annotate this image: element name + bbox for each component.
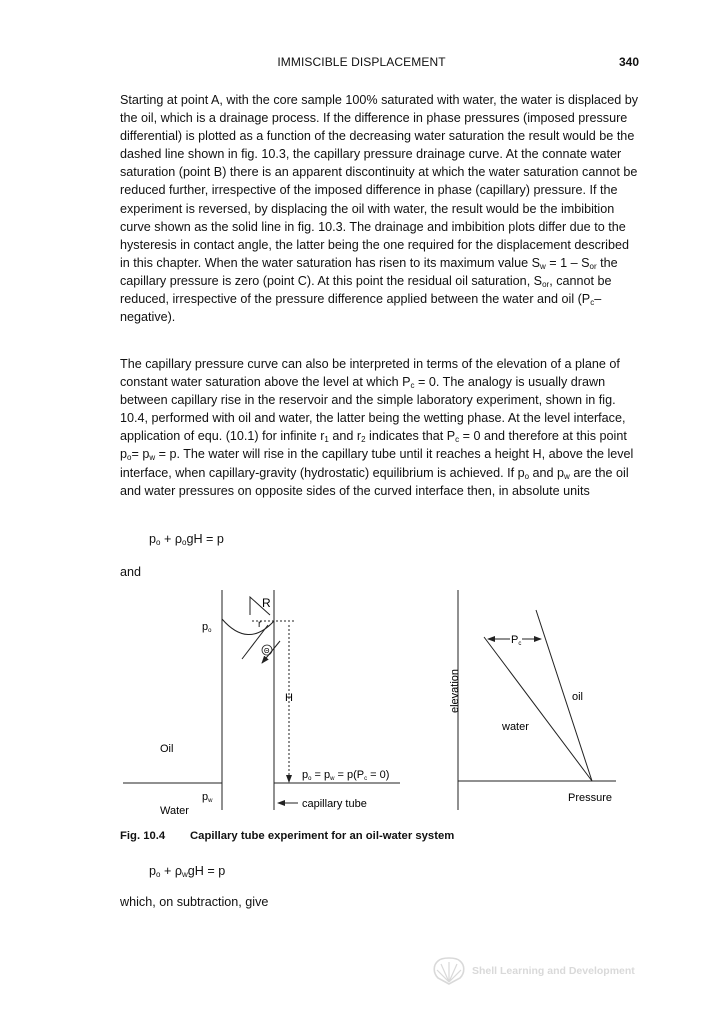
paragraph-drainage-imbibition: Starting at point A, with the core sample 100% saturated with water, the water is displaced by the oil, which is a drainage process. If the difference in phase pressures (imposed pressure differential) is plotted as a function of the decreasing water saturation the result would be the dashed line shown in fig. 10.3, the capillary pressure drainage curve. At the connate water saturation (point B) there is an apparent discontinuity at which the water saturation cannot be reduced further, irrespective of the imposed difference in phase (capillary) pressure. If the experiment is reversed, by displacing the oil with water, the result would be the imbibition curve shown as the solid line in fig. 10.3. The drainage and imbibition plots differ due to the hysteresis in contact angle, the latter being the one required for the displacement described in this chapter. When the water saturation has risen to its maximum value $S_w = 1 - S_{or}$ the capillary pressure is zero (point C). At this point the residual oil saturation, $S_{or}$, cannot be reduced, irrespective of the pressure difference applied between the water and oil $(P_c-negative)$. bbox=[120, 93, 639, 325]
equation-oil-pressure: $p_o + \rho_ogH = p$ bbox=[149, 532, 224, 547]
label-capillary-tube: capillary tube bbox=[302, 798, 367, 810]
running-header-title: IMMISCIBLE DISPLACEMENT bbox=[277, 55, 446, 69]
paragraph-capillary-rise: The capillary pressure curve can also be interpreted in terms of the elevation of a plane of constant water saturation above the level at which $P_c = 0$. The analogy is usually drawn between capillary rise in the reservoir and the simple laboratory experiment, shown in fig. 10.4, performed with oil and water, the latter being the wetting phase. At the level interface, application of equ. (10.1) for infinite $r_1$ and $r_2$ indicates that $P_c = 0$ and therefore at this point $p_o= p_w = p$. The water will rise in the capillary tube until it reaches a height H, above the level interface, when capillary-gravity (hydrostatic) equilibrium is achieved. If $p_o$ and $p_w$ are the oil and water pressures on opposite sides of the curved interface then, in absolute units bbox=[120, 357, 634, 498]
label-pw: pw bbox=[202, 791, 213, 804]
figure-caption bbox=[120, 830, 454, 842]
label-water-line: water bbox=[502, 721, 529, 733]
pressure-elevation-diagram bbox=[458, 590, 616, 810]
label-oil-phase: Oil bbox=[160, 743, 174, 755]
label-pressure: Pressure bbox=[568, 792, 613, 804]
and-text: and bbox=[120, 565, 142, 579]
footer-text: Shell Learning and Development bbox=[472, 965, 635, 977]
equation-water-pressure: $p_o + \rho_wgH = p$ bbox=[149, 864, 226, 879]
label-oil-line: oil bbox=[572, 691, 584, 703]
label-elevation: elevation bbox=[449, 668, 461, 713]
label-R: R bbox=[262, 596, 271, 610]
page-number: 340 bbox=[618, 55, 639, 69]
water-gradient-line bbox=[484, 637, 592, 781]
label-H: H bbox=[285, 692, 293, 704]
capillary-tube-figure bbox=[0, 585, 723, 825]
label-water-phase: Water bbox=[160, 805, 189, 817]
figure-label: Fig. 10.4 bbox=[120, 830, 166, 842]
label-r: r bbox=[258, 619, 262, 630]
label-level-interface-equation: po = pw = p(Pc = 0) bbox=[302, 769, 390, 782]
footer-branding bbox=[432, 956, 635, 986]
which-text: which, on subtraction, give bbox=[120, 895, 269, 909]
figure-caption-text: Capillary tube experiment for an oil-water system bbox=[190, 830, 455, 842]
label-pc: Pc bbox=[511, 634, 522, 647]
label-theta: Θ bbox=[264, 648, 270, 655]
label-po: po bbox=[202, 621, 212, 634]
oil-gradient-line bbox=[536, 610, 592, 781]
shell-logo-icon bbox=[432, 956, 466, 986]
